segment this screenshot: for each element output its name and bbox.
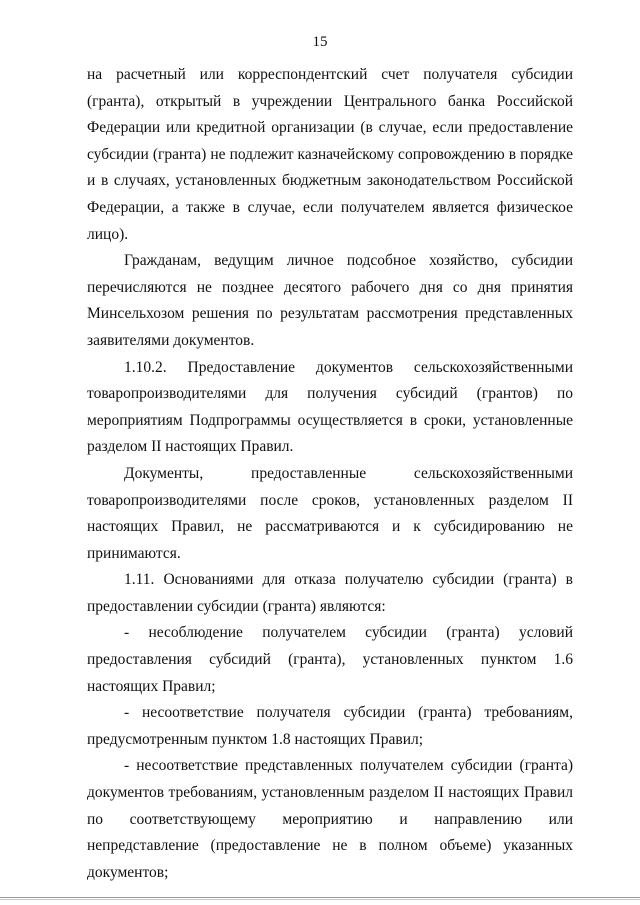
document-body	[87, 62, 573, 886]
page-number: 15	[312, 34, 328, 50]
list-item-refusal-2: - несоответствие получателя субсидии (гранта) требованиям, предусмотренным пунктом 1.8 настоящих Правил;	[87, 704, 573, 748]
paragraph-1-10-2: 1.10.2. Предоставление документов сельскохозяйственными товаропроизводителями для получения субсидий (грантов) по мероприятиям Подпрограммы осуществляется в сроки, установленные разделом II настоящих Правил.	[87, 358, 573, 456]
paragraph-household-farmers: Гражданам, ведущим личное подсобное хозяйство, субсидии перечисляются не позднее десятого рабочего дня со дня принятия Минсельхозом решения по результатам рассмотрения представленных заявителями документов.	[87, 252, 573, 349]
paragraph-late-documents: Документы, предоставленные сельскохозяйственными товаропроизводителями после сроков, установленных разделом II настоящих Правил, не рассматриваются и к субсидированию не принимаются.	[87, 464, 573, 562]
list-item-refusal-1: - несоблюдение получателем субсидии (гранта) условий предоставления субсидий (гранта), установленных пунктом 1.6 настоящих Правил;	[87, 624, 573, 695]
scan-edge-line	[0, 897, 640, 898]
list-item-refusal-3: - несоответствие представленных получателем субсидии (гранта) документов требованиям, установленным разделом II настоящих Правил по соответствующему мероприятию и направлению или непредставление (предоставление не в полном объеме) указанных документов;	[87, 757, 573, 881]
paragraph-1-11: 1.11. Основаниями для отказа получателю субсидии (гранта) в предоставлении субсидии (гранта) являются:	[87, 571, 573, 615]
scan-edge-line-secondary	[0, 899, 640, 900]
paragraph-continuation: на расчетный или корреспондентский счет получателя субсидии (гранта), открытый в учреждении Центрального банка Российской Федерации или кредитной организации (в случае, если предоставление субсидии (гранта) не подлежит казначейскому сопровождению в порядке и в случаях, установленных бюджетным законодательством Российской Федерации, а также в случае, если получателем является физическое лицо).	[87, 66, 573, 243]
